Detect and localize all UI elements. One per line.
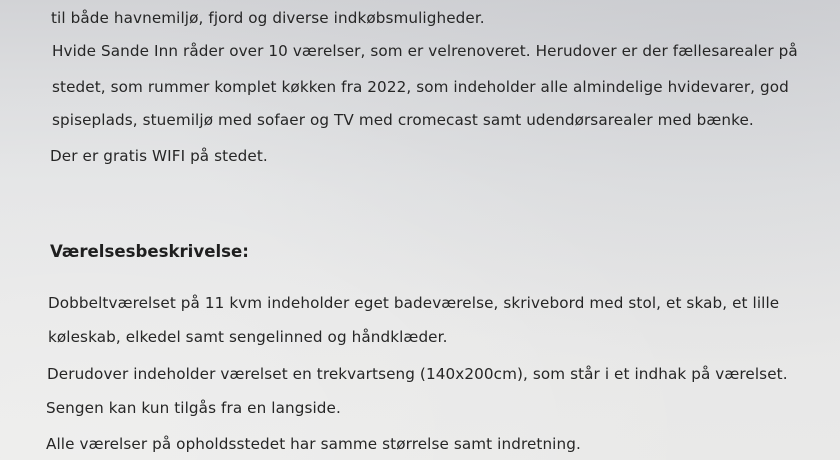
intro-line-2: Hvide Sande Inn råder over 10 værelser, som er velrenoveret. Herudover er der fællesarealer på xyxy=(52,42,798,60)
room-line-4: Sengen kan kun tilgås fra en langside. xyxy=(46,399,341,417)
room-description-heading: Værelsesbeskrivelse: xyxy=(50,242,249,261)
intro-line-5: Der er gratis WIFI på stedet. xyxy=(50,147,268,165)
room-line-2: køleskab, elkedel samt sengelinned og håndklæder. xyxy=(48,328,448,346)
room-line-3: Derudover indeholder værelset en trekvartseng (140x200cm), som står i et indhak på værelset. xyxy=(47,365,788,383)
room-line-1: Dobbeltværelset på 11 kvm indeholder eget badeværelse, skrivebord med stol, et skab, et lille xyxy=(48,294,780,312)
intro-line-3: stedet, som rummer komplet køkken fra 2022, som indeholder alle almindelige hvidevarer, god xyxy=(52,78,789,96)
intro-line-1: til både havnemiljø, fjord og diverse indkøbsmuligheder. xyxy=(51,9,485,27)
intro-line-4: spiseplads, stuemiljø med sofaer og TV med cromecast samt udendørsarealer med bænke. xyxy=(52,111,754,129)
room-line-5: Alle værelser på opholdsstedet har samme størrelse samt indretning. xyxy=(46,435,581,453)
